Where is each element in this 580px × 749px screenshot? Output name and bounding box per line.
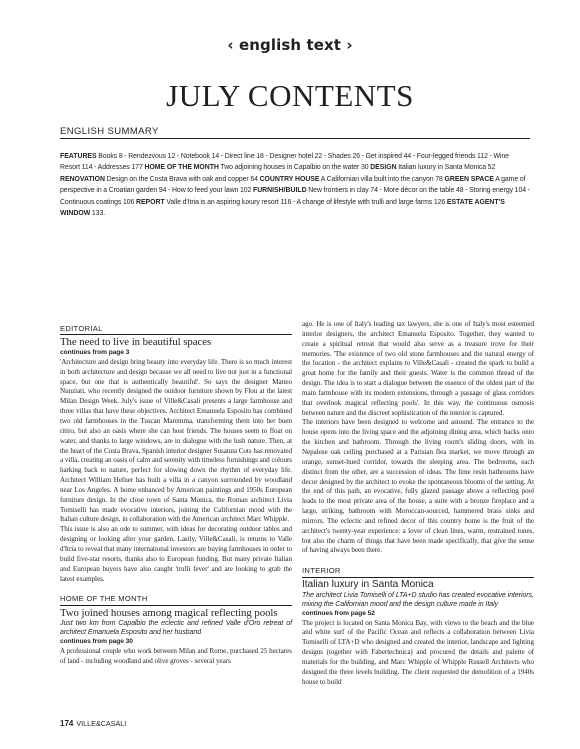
summary-section-items: Italian luxury in Santa Monica 52 [396, 164, 496, 172]
interior-title: Italian luxury in Santa Monica [302, 578, 434, 590]
summary-section-items: Valle d'Itria is an aspiring luxury resort 116 - A change of lifestyle with trulli and large farms 126 [164, 198, 447, 206]
editorial-paragraph-1: 'Architecture and design bring beauty into everyday life. There is so much interest in both architecture and design because we all need to live not just in a functional space, but one that is authentically beautiful'. So says the designer Matteo Nunziati, who recently designed the outdoor furniture shown by Flou at the latest Milan Design Week. July's issue of Ville&Casali presents a large farmhouse and three villas that have these objectives. Architect Emanuela Esposito has combined two old farmhouses in the Tuscan Maremma, transforming them into her buen ritiro, but also an oasis where she can host friends. The houses seem to float on water, and thanks to large windows, are in dialogue with the lush nature. Then, at the heart of the Costa Brava, Spanish interior designer Susanna Cots has renovated a villa, creating an oasis of calm and serenity with timeless furnishings and colours harking back to nature, perfect for slowing down the rhythm of everyday life. Architect William Hefner has built a villa in a canyon surrounded by woodland near Los Angeles. A home enhanced by American paintings and 1950s European furniture design. In the close town of Santa Monica, the Roman architect Livia Tomiselli has made evocative interiors, joining the Californian mood with the Italian culture design, in collaboration with the American architect Marc Whipple. [60, 357, 292, 524]
summary-section-head: RENOVATION [60, 175, 105, 183]
summary-section-items: A Californian villa built into the canyon 78 [319, 175, 445, 183]
interior-label: INTERIOR [302, 566, 341, 576]
summary-section-head: DESIGN [370, 164, 397, 172]
editorial-paragraph-2: This issue is also an ode to summer, with ideas for decorating outdoor tables and designing or looking after your garden. Lastly, Ville&Casali, is returns to Valle d'Itria to reveal that many international investors are buying farmhouses in order to build five-star resorts, thanks also to European funding. But many private Italian and European buyers have also caught 'trulli fever' and are looking to grab the latest examples. [60, 525, 292, 583]
left-column [60, 322, 292, 666]
summary-section-head: HOME OF THE MONTH [144, 164, 219, 172]
editorial-divider [60, 334, 292, 335]
summary-section-head: GREEN SPACE [444, 175, 494, 183]
page-footer [60, 719, 126, 728]
summary-section-items: Design on the Costa Brava with oak and copper 64 [104, 175, 260, 183]
right-column [302, 320, 534, 688]
home-of-month-paragraph: A professional couple who work between Milan and Rome, purchased 25 hectares of land - including woodland and olive groves - several years [60, 646, 292, 665]
interior-divider [302, 577, 534, 578]
summary-section-head: FEATURES [60, 153, 97, 160]
home-of-month-divider [60, 605, 292, 606]
summary-section-items: A game of perspective in a Croatian garden 94 - How to feed your lawn 102 [60, 175, 526, 195]
editorial-label: EDITORIAL [60, 324, 103, 333]
magazine-name: VILLE&CASALI [76, 719, 127, 728]
summary-label: ENGLISH SUMMARY [60, 126, 159, 137]
summary-section-items: New frontiers in clay 74 - More décor on the table 48 - Storing energy 104 - Continuous coatings 106 [60, 187, 530, 206]
summary-section-head: REPORT [135, 198, 165, 206]
home-continued-paragraph-2: The interiors have been designed to welcome and astound. The entrance to the house opens into the living space and the adjoining dining area, which backs onto the kitchen and bathroom. Through the living room's sliding doors, with its Nepalese oak ceiling purchased at a Parisian flea market, we move through an orange, sunset-hued corridor, towards the sleeping area. The bedrooms, each distinct from the other, are a succession of ideas. The lime resin bathrooms have decor designed by the architect to evoke the spontaneous blooms of the setting. At the end of this path, an evocative, fully glazed passage above a reflecting pool leads to the most private area of the house, a suite with a bronze fireplace and a large, striking, bathroom with Moroccan-sourced, hammered brass sinks and mirrors. The eclectic and refined decor of this country home is the fruit of the architect's twenty-year experience: a lover of clean lines, warm, restrained tones, but also the charm of things that have been made specifically, that give the sense of having always been there. [302, 418, 534, 555]
home-of-month-label: HOME OF THE MONTH [60, 594, 148, 604]
editorial-continues: continues from page 3 [60, 349, 130, 357]
home-of-month-continues: continues from page 30 [60, 638, 133, 646]
summary-section-items: 133. [90, 210, 106, 218]
page-title: JULY CONTENTS [166, 78, 414, 113]
summary-section-items: Books 8 - Rendezvous 12 - Notebook 14 - Direct line 18 - Designer hotel 22 - Shades 26 - Get inspired 44 - Four-legged friends 112 - Wine Resort 114 - Addresses 177 [60, 153, 509, 172]
summary-text [60, 151, 530, 219]
summary-section-head: COUNTRY HOUSE [259, 175, 320, 183]
home-of-month-intro: Just two km from Capalbio the eclectic and refined Valle d'Oro retreat of architect Emanuela Esposito and her husband [60, 619, 292, 636]
summary-section-head: ESTATE AGENT'S WINDOW [60, 198, 505, 218]
interior-continues: continues from page 52 [302, 610, 375, 617]
summary-section-items: Two adjoining houses in Capalbio on the water 30 [218, 164, 371, 172]
home-of-month-title: Two joined houses among magical reflecting pools [60, 606, 278, 619]
home-continued-paragraph-1: ago. He is one of Italy's leading tax lawyers, she is one of Italy's most esteemed interior designers, the architect Emanuela Esposito. Together, they wanted to create a spiritual retreat that would also serve as a treasure trove for their memories. 'The existence of two old stone farmhouses and the natural energy of the location - the architect explains to Ville&Casali - created the spark to build a great home for the family and their guests. Water is the common thread of the design. The idea is to start a dialogue between the essence of the oldest part of the main farmhouse with its modern extensions, through a passage of glass corridors that overlook magical reflecting pools'. In this way, the continuous osmosis between nature and the discreet sophistication of the interior is captured. [302, 320, 534, 417]
section-tag: ‹ english text › [227, 36, 353, 54]
interior-paragraph: The project is located on Santa Monica Bay, with views to the beach and the blue and white surf of the Pacific Ocean and reflects a collaboration between Livia Tomiselli of LTA+D who designed and created the interior, landscape and lighting designs (together with Fabertechnica) and procured the details and palette of materials for the building, and Marc Whipple of Whipple Russell Architects who designed the three levels building. The client requested the demolition of a 1940s house to build [302, 618, 534, 686]
page-number: 174 [60, 719, 74, 728]
summary-divider [60, 138, 530, 139]
interior-intro: The architect Livia Tomiselli of LTA+D studio has created evocative interiors, mixing the Californian mood and the design culture made in Italy [302, 591, 534, 608]
editorial-title: The need to live in beautiful spaces [60, 336, 212, 349]
summary-section-head: FURNISH/BUILD [253, 187, 307, 195]
